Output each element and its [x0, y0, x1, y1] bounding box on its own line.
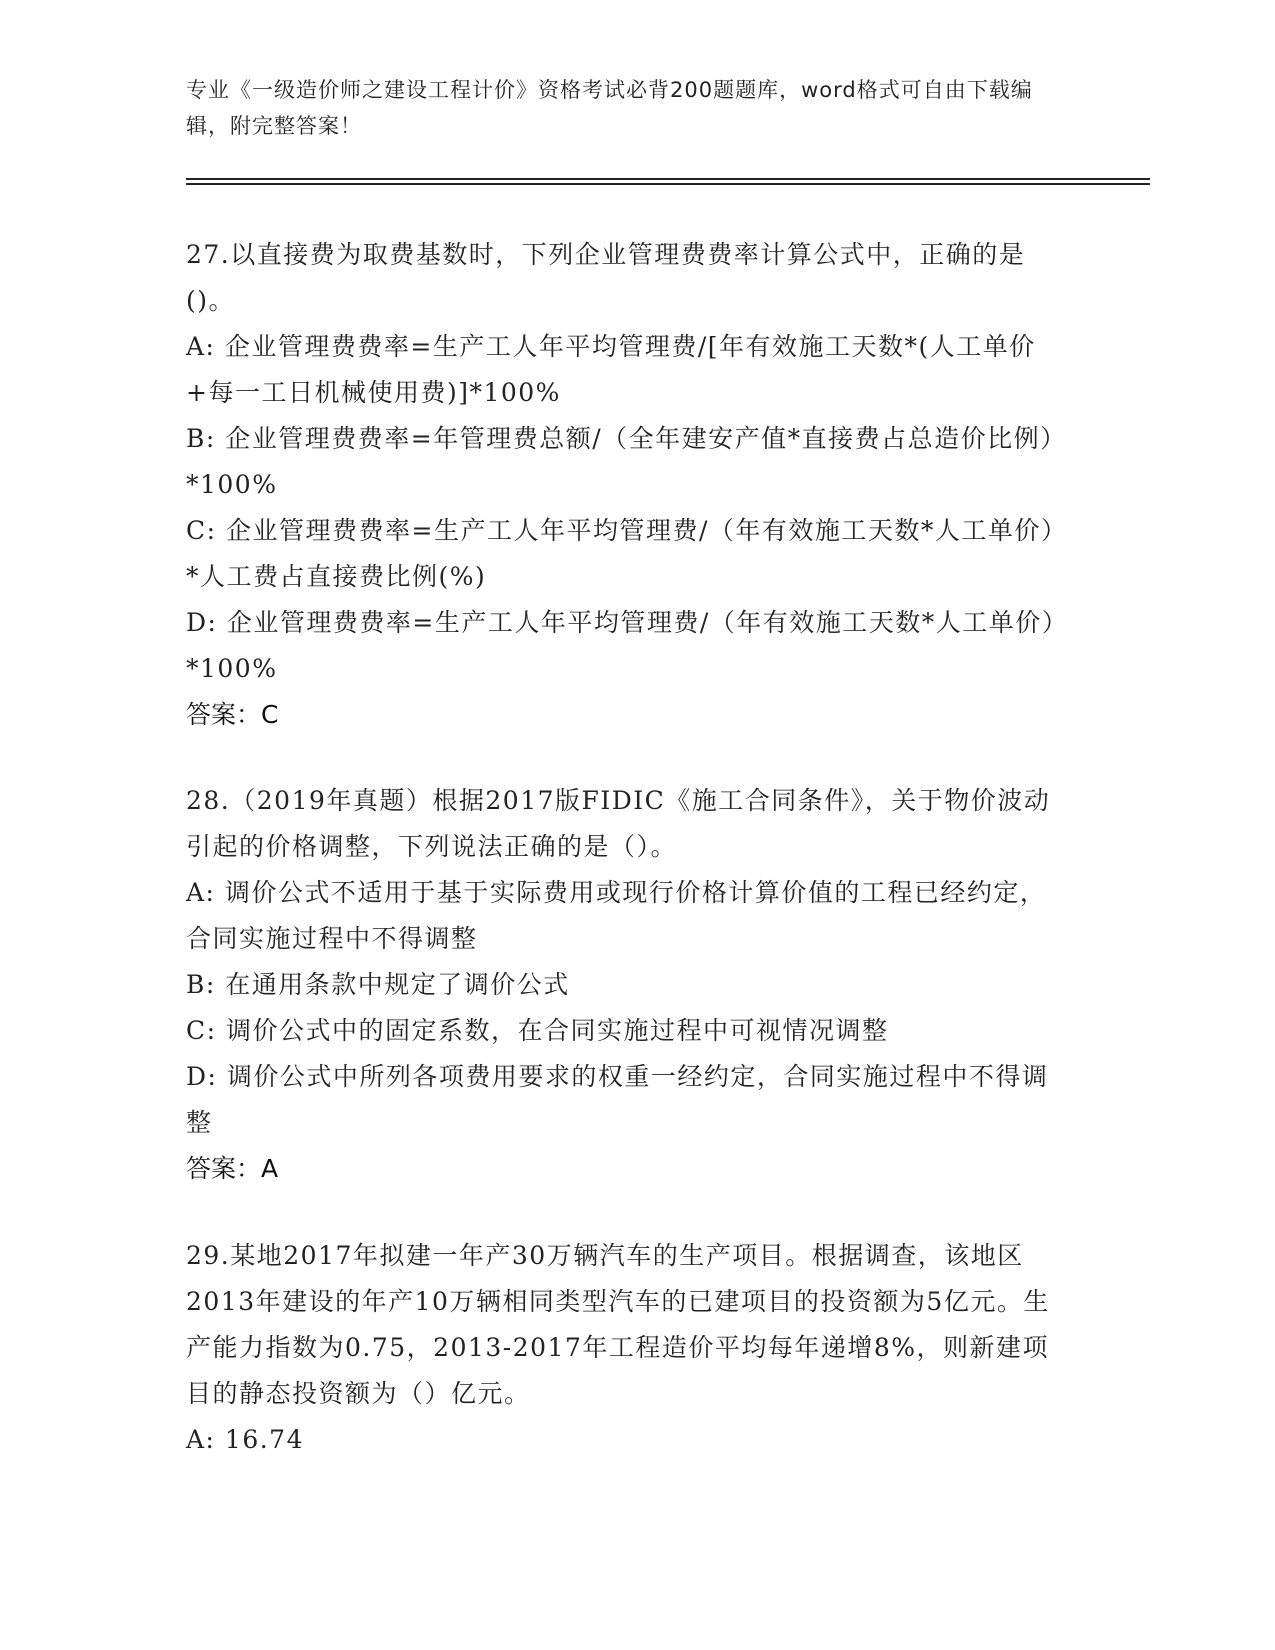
- question-stem: 29.某地2017年拟建一年产30万辆汽车的生产项目。根据调查，该地区2013年建设的年产10万辆相同类型汽车的已建项目的投资额为5亿元。生产能力指数为0.75，2013-2017年工程造价平均每年递增8%，则新建项目的静态投资额为（）亿元。: [186, 1241, 1050, 1408]
- question-27: [186, 232, 1066, 738]
- answer: 答案：C: [186, 700, 279, 729]
- option-d: D: 调价公式中所列各项费用要求的权重一经约定，合同实施过程中不得调整: [186, 1062, 1049, 1137]
- document-header: [186, 72, 1066, 144]
- option-a: A: 16.74: [186, 1425, 304, 1454]
- option-c: C: 调价公式中的固定系数，在合同实施过程中可视情况调整: [186, 1016, 889, 1045]
- header-intro-text: 专业《一级造价师之建设工程计价》资格考试必背200题题库，word格式可自由下载编辑，附完整答案！: [186, 78, 1033, 138]
- header-divider-bottom: [186, 183, 1150, 185]
- answer: 答案：A: [186, 1154, 279, 1183]
- option-b: B: 企业管理费费率=年管理费总额/（全年建安产值*直接费占总造价比例）*100%: [186, 424, 1055, 499]
- header-divider-top: [186, 178, 1150, 180]
- option-a: A: 调价公式不适用于基于实际费用或现行价格计算价值的工程已经约定，合同实施过程中不得调整: [186, 878, 1047, 953]
- question-28: [186, 778, 1066, 1192]
- option-c: C: 企业管理费费率=生产工人年平均管理费/（年有效施工天数*人工单价）*人工费占直接费比例(%): [186, 516, 1055, 591]
- question-stem: 27.以直接费为取费基数时，下列企业管理费费率计算公式中，正确的是()。: [186, 240, 1026, 315]
- question-29: [186, 1233, 1066, 1463]
- question-stem: 28.（2019年真题）根据2017版FIDIC《施工合同条件》，关于物价波动引起的价格调整，下列说法正确的是（）。: [186, 786, 1051, 861]
- option-a: A: 企业管理费费率=生产工人年平均管理费/[年有效施工天数*(人工单价+每一工日机械使用费)]*100%: [186, 332, 1036, 407]
- option-b: B: 在通用条款中规定了调价公式: [186, 970, 570, 999]
- option-d: D: 企业管理费费率=生产工人年平均管理费/（年有效施工天数*人工单价）*100%: [186, 608, 1056, 683]
